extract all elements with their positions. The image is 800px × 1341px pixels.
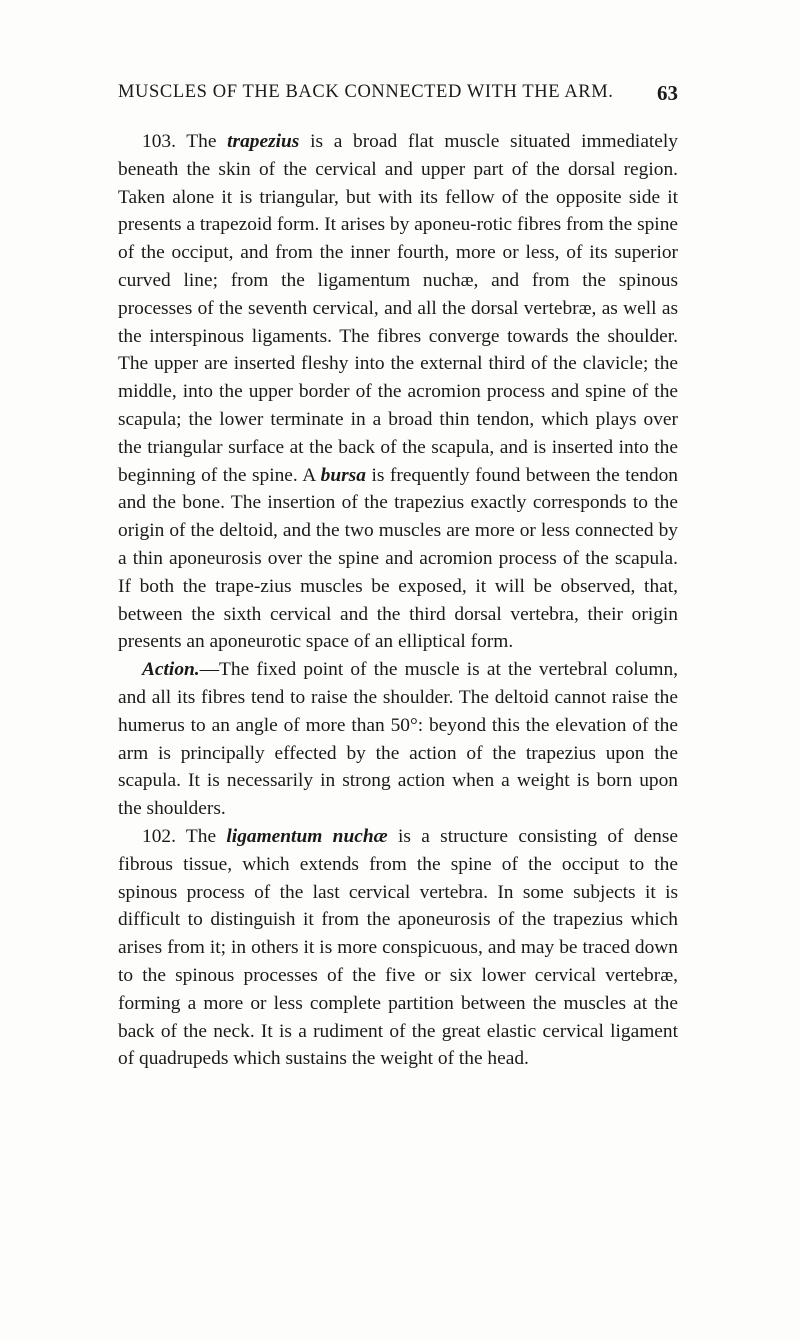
action-label: Action.	[142, 659, 200, 681]
page-header	[118, 82, 678, 112]
paragraph-lead: The	[175, 131, 228, 152]
paragraph-text: is a broad flat muscle situated immediately beneath the skin of the cervical and upper part of the dorsal region. Taken alone it is triangular, but with its fellow of the opposite side it presents a trapezoid form. It arises by aponeu-rotic fibres from the spine of the occiput, and from the inner fourth, more or less, of its superior curved line; from the ligamentum nuchæ, and from the spinous processes of the seventh cervical, and all the dorsal vertebræ, as well as the interspinous ligaments. The fibres converge towards the shoulder. The upper are inserted fleshy into the external third of the clavicle; the middle, into the upper border of the acromion process and spine of the scapula; the lower terminate in a broad thin tendon, which plays over the triangular surface at the back of the scapula, and is inserted into the beginning of the spine. A	[118, 131, 678, 486]
body-text	[118, 128, 678, 1073]
term-bursa: bursa	[320, 464, 366, 486]
page-number: 63	[657, 81, 678, 105]
section-number: 103.	[142, 131, 176, 152]
paragraph-action	[118, 656, 678, 823]
paragraph-lead: The	[175, 825, 227, 847]
paragraph-103-trapezius	[118, 128, 678, 656]
running-head: MUSCLES OF THE BACK CONNECTED WITH THE ARM.	[118, 82, 614, 102]
paragraph-text: is frequently found between the tendon and the bone. The insertion of the trapezius exactly corresponds to the origin of the deltoid, and the two muscles are more or less connected by a thin aponeurosis over the spine and acromion process of the scapula. If both the trape-zius muscles be exposed, it will be observed, that, between the sixth cervical and the third dorsal vertebra, their origin presents an aponeurotic space of an elliptical form.	[118, 464, 678, 653]
paragraph-text: is a structure consisting of dense fibrous tissue, which extends from the spine of the occiput to the spinous process of the last cervical vertebra. In some subjects it is difficult to distinguish it from the aponeurosis of the trapezius which arises from it; in others it is more conspicuous, and may be traced down to the spinous processes of the five or six lower cervical vertebræ, forming a more or less complete partition between the muscles at the back of the neck. It is a rudiment of the great elastic cervical ligament of quadrupeds which sustains the weight of the head.	[118, 825, 678, 1070]
paragraph-102-ligamentum-nuchae	[118, 823, 678, 1073]
paragraph-text: —The fixed point of the muscle is at the vertebral column, and all its fibres tend to raise the shoulder. The deltoid cannot raise the humerus to an angle of more than 50°: beyond this the elevation of the arm is principally effected by the action of the trapezius upon the scapula. It is necessarily in strong action when a weight is born upon the shoulders.	[118, 659, 678, 820]
term-ligamentum-nuchae: ligamentum nuchæ	[226, 825, 388, 847]
term-trapezius: trapezius	[227, 131, 300, 152]
section-number: 102.	[142, 825, 176, 847]
